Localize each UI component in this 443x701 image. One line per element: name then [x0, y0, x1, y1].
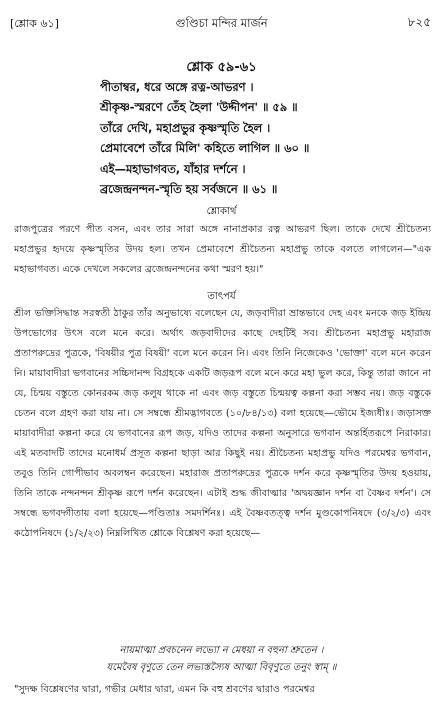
- translation-text: রাজপুত্রের পরণে পীত বসন, এবং তার সারা অঙ্গে নানাপ্রকার রত্ন আভরণ ছিল। তাকে দেখে শ্রীচৈতন্য মহাপ্রভুর হৃদয়ে কৃষ্ণস্মৃতির উদয় হল। তখন প্রেমাবেশে শ্রীচৈতন্য মহাপ্রভু তাকে বলতে লাগলেন—"এক মহাভাগবত। একে দেখলে সকলের ব্রজেন্দ্রনন্দনের কথা স্মরণ হয়।": [14, 224, 431, 275]
- purport-heading: তাৎপর্য: [207, 291, 236, 302]
- purport-paragraph: [14, 304, 431, 544]
- verse-line: ব্রজেন্দ্রনন্দন-স্মৃতি হয় সর্বজনে ॥ ৬১ ॥: [100, 182, 278, 197]
- page-header: [0, 0, 443, 40]
- translation-heading: শ্লোকার্থ: [206, 206, 237, 217]
- running-title: গুণ্ডিচা মন্দির মার্জন: [175, 16, 268, 30]
- verse-line: শ্রীকৃষ্ণ-স্মরণে তেঁহ হৈলা 'উদ্দীপন' ॥ ৫৯ ॥: [100, 100, 298, 115]
- translation-paragraph: [14, 220, 431, 280]
- verse-block: [0, 60, 443, 199]
- verse-title: শ্লোক ৫৯-৬১: [186, 60, 257, 75]
- sanskrit-quote-line: যমেবৈষ বৃণুতে তেন লভ্যস্তস্যৈষ আত্মা বিবৃণুতে তনুং স্বাম্ ॥: [106, 662, 337, 673]
- continuation-line: "সুদক্ষ বিশ্লেষণের দ্বারা, গভীর মেধার দ্বারা, এমন কি বহু শ্রবণের দ্বারাও পরমেশ্বর: [14, 684, 315, 695]
- page-number: ৮২৫: [407, 15, 431, 29]
- verse-reference: [শ্লোক ৬১]: [10, 17, 59, 30]
- verse-line: এই—মহাভাগবত, যাঁহার দর্শনে ।: [100, 161, 246, 176]
- verse-line: তাঁরে দেখি, মহাপ্রভুর কৃষ্ণস্মৃতি হৈল ।: [100, 120, 271, 135]
- sanskrit-quote-line: নায়মাত্মা প্রবচনেন লভ্যো ন মেধয়া ন বহুনা শ্রুতেন ।: [119, 645, 324, 656]
- verse-line: পীতাম্বর, ধরে অঙ্গে রত্ন-আভরণ ।: [100, 80, 254, 94]
- verse-line: প্রেমাবেশে তাঁরে মিলি' কহিতে লাগিল ॥ ৬০ ॥: [100, 141, 310, 156]
- purport-text: শ্রীল ভক্তিসিদ্ধান্ত সরস্বতী ঠাকুর তাঁর অনুভাষ্যে বলেছেন যে, জড়বাদীরা ভ্রান্তভাবে দেহ এবং মনকে জড় ইন্দ্রিয় উপভোগের উৎস বলে মনে করে। অর্থাৎ জড়বাদীদের কাছে দেহটিই সব। শ্রীচৈতন্য মহাপ্রভু মহারাজ প্রতাপরুদ্রের পুত্রকে, 'বিষয়ীর পুত্র বিষয়ী' বলে মনে করেন নি। এবং তিনি নিজেকেও 'ভোক্তা' বলে মনে করেন নি। মায়াবাদীরা ভগবানের সচ্চিদানন্দ বিগ্রহকে একটি জড়রূপ বলে মনে করে মহা ভুল করে, কিন্তু তারা জানে না যে, চিন্ময় বস্তুতে কোনরকম জড় কলুষ থাকে না এবং জড় বস্তুতে চিন্ময়ত্ব কল্পনা করা সম্ভব নয়। জড় বস্তুকে চেতন বলে গ্রহণ করা যায় না। সে সম্বন্ধে শ্রীমদ্ভাগবতে (১০/৮৪/১৩) বলা হয়েছে—ভৌমে ইজ্যধীঃ। জড়াসক্ত মায়াবাদীরা কল্পনা করে যে ভগবানের রূপ জড়, যদিও তাদের কল্পনা অনুসারে ভগবান অন্তর্হিতরূপে নিরাকার। এই মতবাদটি তাদের মনোধর্ম প্রসূত কল্পনা ছাড়া আর কিছুই নয়। শ্রীচৈতন্য মহাপ্রভু যদিও পরমেশ্বর ভগবান, তবুও তিনি গোপীভাব অবলম্বন করেছেন। মহারাজ প্রতাপরুদ্রের পুত্রকে দর্শন করে কৃষ্ণস্মৃতির উদয় হওয়ায়, তিনি তাকে নন্দনন্দন শ্রীকৃষ্ণ রূপে দর্শন করেছেন। এটাই শুদ্ধ জীবাত্মার 'অদ্বয়জ্ঞান দর্শন বা বৈষ্ণব দর্শন'। সে সম্বন্ধে ভগবদ্গীতায় বলা হয়েছে—পণ্ডিতাঃ সমদর্শিনঃ। এই বৈষ্ণবতত্ত্ব দর্শন মুণ্ডকোপনিষদে (৩/২/৩) এবং কঠোপনিষদে (১/২/২৩) নিম্নলিখিত শ্লোকে বিশ্লেষণ করা হয়েছে—: [14, 308, 431, 539]
